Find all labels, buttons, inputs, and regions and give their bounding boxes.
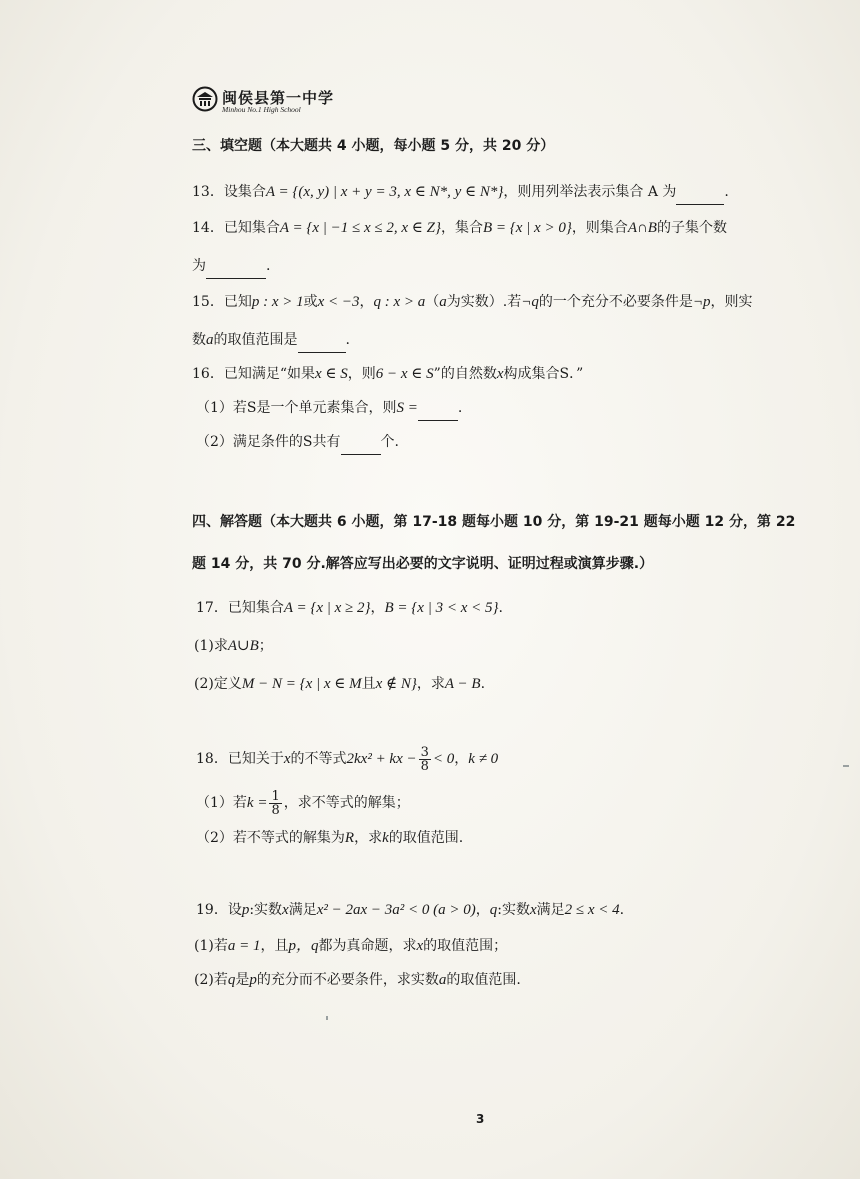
q19-p2-end: 的取值范围. — [446, 972, 521, 988]
q18-lead: 已知关于 — [227, 751, 284, 767]
q15-tail: ，则实 — [710, 294, 753, 310]
q18-p2-tail: 的取值范围. — [388, 830, 464, 846]
q17-p1-label: (1)求 — [194, 638, 228, 654]
q17-p1-expr: A∪B — [227, 638, 259, 654]
q13-number: 13． — [192, 184, 224, 200]
section-4-title-line1: 四、解答题（本大题共 6 小题，第 17-18 题每小题 10 分，第 19-21 题每小题 12 分，第 22 — [192, 514, 796, 530]
q18-p2-k: k — [382, 830, 389, 846]
q19-p2-p: p — [249, 972, 257, 988]
q19-q: q — [489, 902, 498, 918]
q17-p2-expr: M − N = {x | x ∈ M — [241, 676, 362, 692]
q16-cond2: 6 − x ∈ S — [375, 366, 434, 382]
q15-p2: x < −3 — [317, 294, 360, 310]
q19-p2-label: (2)若 — [194, 972, 228, 988]
section-3-title: 三、填空题（本大题共 4 小题，每小题 5 分，共 20 分） — [192, 138, 555, 154]
q18-p2-R: R — [344, 830, 355, 846]
q18-fraction — [419, 746, 431, 773]
q19-mid2: 满足 — [288, 902, 317, 918]
q18-ineq-end: < 0 — [432, 751, 455, 767]
question-15 — [192, 292, 753, 312]
q18-cond: k ≠ 0 — [468, 751, 499, 767]
question-16-part2 — [196, 432, 399, 455]
question-17-part1 — [194, 636, 273, 656]
question-19-part2 — [194, 970, 521, 990]
q14-answer-blank — [206, 258, 266, 279]
q18-p1-frac-den: 8 — [271, 802, 280, 818]
q18-sep: ， — [454, 751, 469, 767]
q15-line2a: 数 — [192, 332, 206, 348]
q16-text2: ，则 — [347, 366, 376, 382]
q14-mid: ，集合 — [440, 220, 483, 236]
q17-p2-label: (2)定义 — [194, 676, 242, 692]
q19-x2: x — [529, 902, 537, 918]
question-19 — [196, 900, 624, 920]
q19-sep: ， — [475, 902, 490, 918]
q19-p1-mid: ，且 — [260, 938, 289, 954]
q19-p2-a: a — [438, 972, 447, 988]
q13-answer-blank — [676, 184, 724, 205]
q16-p2-label: （2）满足条件的S共有 — [196, 434, 341, 450]
q15-notp: ¬p — [692, 294, 711, 310]
q17-comma: ， — [370, 600, 385, 616]
q15-a2: a — [206, 332, 214, 348]
q17-set-b: B = {x | 3 < x < 5} — [384, 600, 499, 616]
scan-mark — [326, 1016, 328, 1020]
q15-lead: 已知 — [223, 294, 252, 310]
q19-p1-pq: p，q — [288, 938, 319, 954]
q15-comma: ， — [359, 294, 374, 310]
q14-set-a: A = {x | −1 ≤ x ≤ 2, x ∈ Z} — [279, 220, 441, 236]
question-14 — [192, 218, 727, 238]
school-name-cn: 闽侯县第一中学 — [222, 89, 335, 107]
q19-mid4: 满足 — [536, 902, 565, 918]
q18-p1-tail: ，求不等式的解集； — [283, 795, 410, 811]
question-18 — [196, 744, 498, 774]
q19-number: 19． — [196, 902, 228, 918]
q16-p2-answer-blank — [341, 434, 381, 455]
q19-p1-tail: 都为真命题，求 — [318, 938, 417, 954]
q16-p1-answer-blank — [418, 400, 458, 421]
q19-p2-tail: 的充分而不必要条件，求实数 — [256, 972, 439, 988]
q19-p: p — [241, 902, 250, 918]
q16-p1-end: . — [457, 400, 463, 416]
q14-expr: A∩B — [627, 220, 657, 236]
q17-set-a: A = {x | x ≥ 2} — [283, 600, 371, 616]
question-18-part1 — [196, 788, 410, 818]
q17-p2-and: 且 — [361, 676, 376, 692]
question-16 — [192, 364, 583, 384]
school-name-en: Minhou No.1 High School — [222, 105, 301, 114]
q18-frac-num: 3 — [420, 744, 429, 760]
q14-end: . — [266, 258, 271, 274]
q17-p2-expr2: x ∉ N} — [375, 676, 417, 692]
q15-p: p : x > 1 — [251, 294, 304, 310]
q19-p1-a: a = 1 — [227, 938, 261, 954]
q19-ineq: x² − 2ax − 3a² < 0 (a > 0) — [316, 902, 476, 918]
q15-mid: 的一个充分不必要条件是 — [538, 294, 693, 310]
q17-p2-mid: ，求 — [416, 676, 445, 692]
q17-number: 17． — [196, 600, 228, 616]
q16-text4: 构成集合S．” — [503, 366, 584, 382]
question-18-part2 — [196, 828, 463, 848]
q14-lead: 已知集合 — [223, 220, 280, 236]
q13-set: A = {(x, y) | x + y = 3, x ∈ N*, y ∈ N*} — [265, 184, 504, 200]
section-4-title-line2: 题 14 分，共 70 分.解答应写出必要的文字说明、证明过程或演算步骤.） — [192, 556, 654, 572]
question-13 — [192, 182, 729, 205]
q14-number: 14． — [192, 220, 224, 236]
q18-ineq: 2kx² + kx − — [346, 751, 417, 767]
q15-a: a — [439, 294, 447, 310]
q15-notq: ¬q — [521, 294, 539, 310]
q15-paren2: 为实数）.若 — [446, 294, 522, 310]
q16-text1: 已知满足“如果 — [223, 366, 315, 382]
q16-p2-end: 个. — [380, 434, 399, 450]
question-16-part1 — [196, 398, 462, 421]
q19-range: 2 ≤ x < 4 — [564, 902, 620, 918]
q16-x: x — [496, 366, 504, 382]
q19-lead: 设 — [227, 902, 242, 918]
q17-p2-end: . — [480, 676, 486, 692]
q15-paren: （ — [425, 294, 440, 310]
q18-p2-mid: ，求 — [354, 830, 383, 846]
q18-p1-k: k = — [246, 795, 268, 811]
q16-cond1: x ∈ S — [315, 366, 348, 382]
q13-lead: 设集合 — [223, 184, 266, 200]
question-17-part2 — [194, 674, 485, 694]
q18-p1-label: （1）若 — [196, 795, 247, 811]
q17-end: . — [498, 600, 503, 616]
q18-number: 18． — [196, 751, 228, 767]
q19-p2-q: q — [227, 972, 236, 988]
question-15-line2 — [192, 330, 350, 353]
q13-end: . — [724, 184, 729, 200]
q16-number: 16． — [192, 366, 224, 382]
q16-text3: ”的自然数 — [433, 366, 497, 382]
q19-x: x — [282, 902, 289, 918]
q14-tail2: 的子集个数 — [656, 220, 727, 236]
q14-tail: ，则集合 — [571, 220, 628, 236]
q18-p2-label: （2）若不等式的解集为 — [196, 830, 345, 846]
scan-mark — [843, 765, 849, 767]
q18-p1-frac-num: 1 — [271, 788, 280, 804]
q15-end: . — [345, 332, 350, 348]
q18-x: x — [283, 751, 291, 767]
q19-p1-label: (1)若 — [194, 938, 228, 954]
q19-end: . — [619, 902, 625, 918]
page-number: 3 — [476, 1112, 485, 1126]
q18-frac-den: 8 — [420, 758, 429, 774]
q15-number: 15． — [192, 294, 224, 310]
q17-lead: 已知集合 — [227, 600, 284, 616]
q14-set-b: B = {x | x > 0} — [482, 220, 572, 236]
q19-p2-mid: 是 — [235, 972, 250, 988]
q19-mid1: :实数 — [249, 902, 283, 918]
q15-q: q : x > a — [373, 294, 426, 310]
q19-p1-x: x — [416, 938, 424, 954]
q13-tail: ，则用列举法表示集合 A 为 — [503, 184, 677, 200]
q17-p2-expr3: A − B — [444, 676, 481, 692]
q15-or: 或 — [303, 294, 318, 310]
q19-mid3: :实数 — [497, 902, 530, 918]
q14-line2: 为 — [192, 258, 206, 274]
q17-p1-end: ； — [258, 638, 273, 654]
q19-p1-end: 的取值范围； — [423, 938, 508, 954]
q15-answer-blank — [298, 332, 346, 353]
question-17 — [196, 598, 503, 618]
q18-mid: 的不等式 — [290, 751, 347, 767]
q15-line2b: 的取值范围是 — [213, 332, 298, 348]
school-emblem-icon — [192, 86, 218, 112]
q18-p1-fraction — [269, 790, 281, 817]
q16-p1-expr: S = — [396, 400, 418, 416]
question-19-part1 — [194, 936, 507, 956]
q16-p1-label: （1）若S是一个单元素集合，则 — [196, 400, 397, 416]
question-14-line2 — [192, 256, 270, 279]
